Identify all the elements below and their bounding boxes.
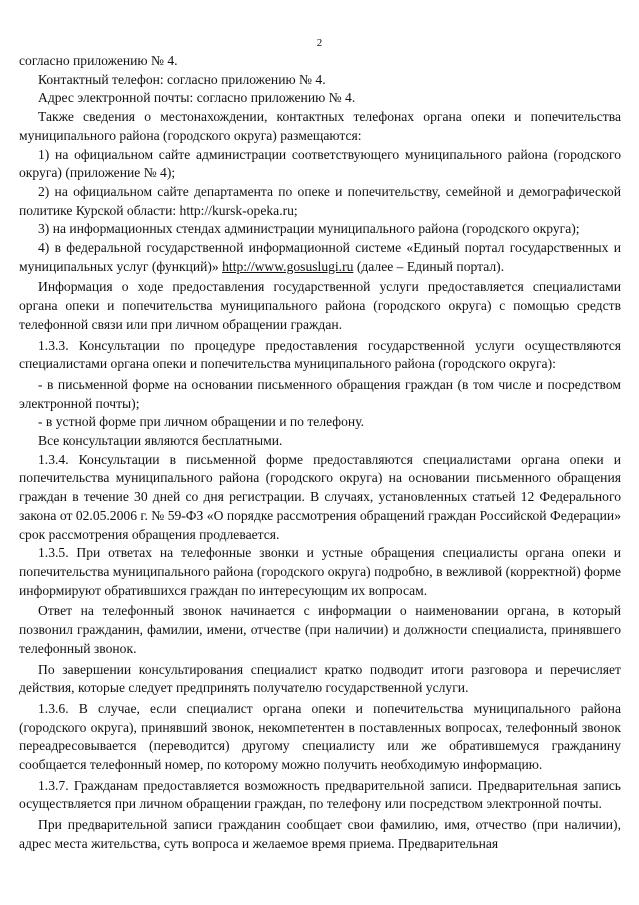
paragraph-5: 1) на официальном сайте администрации соответствующего муниципального района (городского округа) (приложение № 4); bbox=[19, 146, 621, 181]
paragraph-8-text-after: (далее – Единый портал). bbox=[353, 258, 505, 274]
paragraph-12: - в устной форме при личном обращении и по телефону. bbox=[38, 414, 365, 430]
paragraph-11: - в письменной форме на основании письменного обращения граждан (в том числе и посредством электронной почты); bbox=[19, 376, 621, 411]
paragraph-16: Ответ на телефонный звонок начинается с информации о наименовании органа, в который позвонил гражданин, фамилии, имени, отчестве (при наличии) и должности специалиста, принявшего телефонный звонок. bbox=[19, 603, 621, 656]
paragraph-15: 1.3.5. При ответах на телефонные звонки и устные обращения специалисты органа опеки и попечительства муниципального района (городского округа) подробно, в вежливой (корректной) форме информируют обратившихся граждан по интересующим их вопросам. bbox=[19, 545, 621, 598]
paragraph-17: По завершении консультирования специалист кратко подводит итоги разговора и перечисляет действия, которые следует предпринять получателю государственной услуги. bbox=[19, 661, 621, 696]
page-number: 2 bbox=[316, 37, 323, 49]
paragraph-18: 1.3.6. В случае, если специалист органа опеки и попечительства муниципального района (городского округа), принявший звонок, некомпетентен в поставленных вопросах, телефонный звонок переадресовывается (переводится) другому специалисту или же обратившемуся гражданину сообщается телефонный номер, по которому можно получить необходимую информацию. bbox=[19, 700, 621, 773]
paragraph-3: Адрес электронной почты: согласно приложению № 4. bbox=[38, 90, 356, 106]
paragraph-9: Информация о ходе предоставления государственной услуги предоставляется специалистами органа опеки и попечительства муниципального района (городского округа) с помощью средств телефонной связи или при личном обращении граждан. bbox=[19, 279, 621, 332]
paragraph-1: согласно приложению № 4. bbox=[19, 53, 178, 68]
paragraph-14: 1.3.4. Консультации в письменной форме предоставляются специалистами органа опеки и попечительства муниципального района (городского округа) на основании письменного обращения граждан в течение 30 дней со дня регистрации. В случаях, установленных статьей 12 Федерального закона от 02.05.2006 г. № 59-ФЗ «О порядке рассмотрения обращений граждан Российской Федерации» срок рассмотрения обращения продлевается. bbox=[19, 451, 621, 542]
gosuslugi-link[interactable]: http://www.gosuslugi.ru bbox=[222, 258, 354, 274]
paragraph-20: При предварительной записи гражданин сообщает свои фамилию, имя, отчество (при наличии), адрес места жительства, суть вопроса и желаемое время приема. Предварительная bbox=[19, 817, 621, 851]
document-body bbox=[19, 52, 621, 854]
paragraph-4: Также сведения о местонахождении, контактных телефонах органа опеки и попечительства муниципального района (городского округа) размещаются: bbox=[19, 109, 621, 143]
paragraph-7: 3) на информационных стендах администрации муниципального района (городского округа); bbox=[38, 221, 580, 237]
paragraph-8 bbox=[19, 239, 621, 276]
paragraph-13: Все консультации являются бесплатными. bbox=[38, 433, 283, 449]
paragraph-19: 1.3.7. Гражданам предоставляется возможность предварительной записи. Предварительная запись осуществляется при личном обращении граждан, по телефону или посредством электронной почты. bbox=[19, 777, 621, 812]
paragraph-8-text-before: 4) в федеральной государственной информационной системе «Единый портал государственных и муниципальных услуг (функций)» bbox=[19, 240, 621, 274]
paragraph-6: 2) на официальном сайте департамента по опеке и попечительству, семейной и демографической политике Курской области: http://kursk-opeka.ru; bbox=[19, 183, 621, 218]
paragraph-10: 1.3.3. Консультации по процедуре предоставления государственной услуги осуществляются специалистами органа опеки и попечительства муниципального района (городского округа): bbox=[19, 337, 621, 372]
paragraph-2: Контактный телефон: согласно приложению № 4. bbox=[38, 71, 326, 87]
